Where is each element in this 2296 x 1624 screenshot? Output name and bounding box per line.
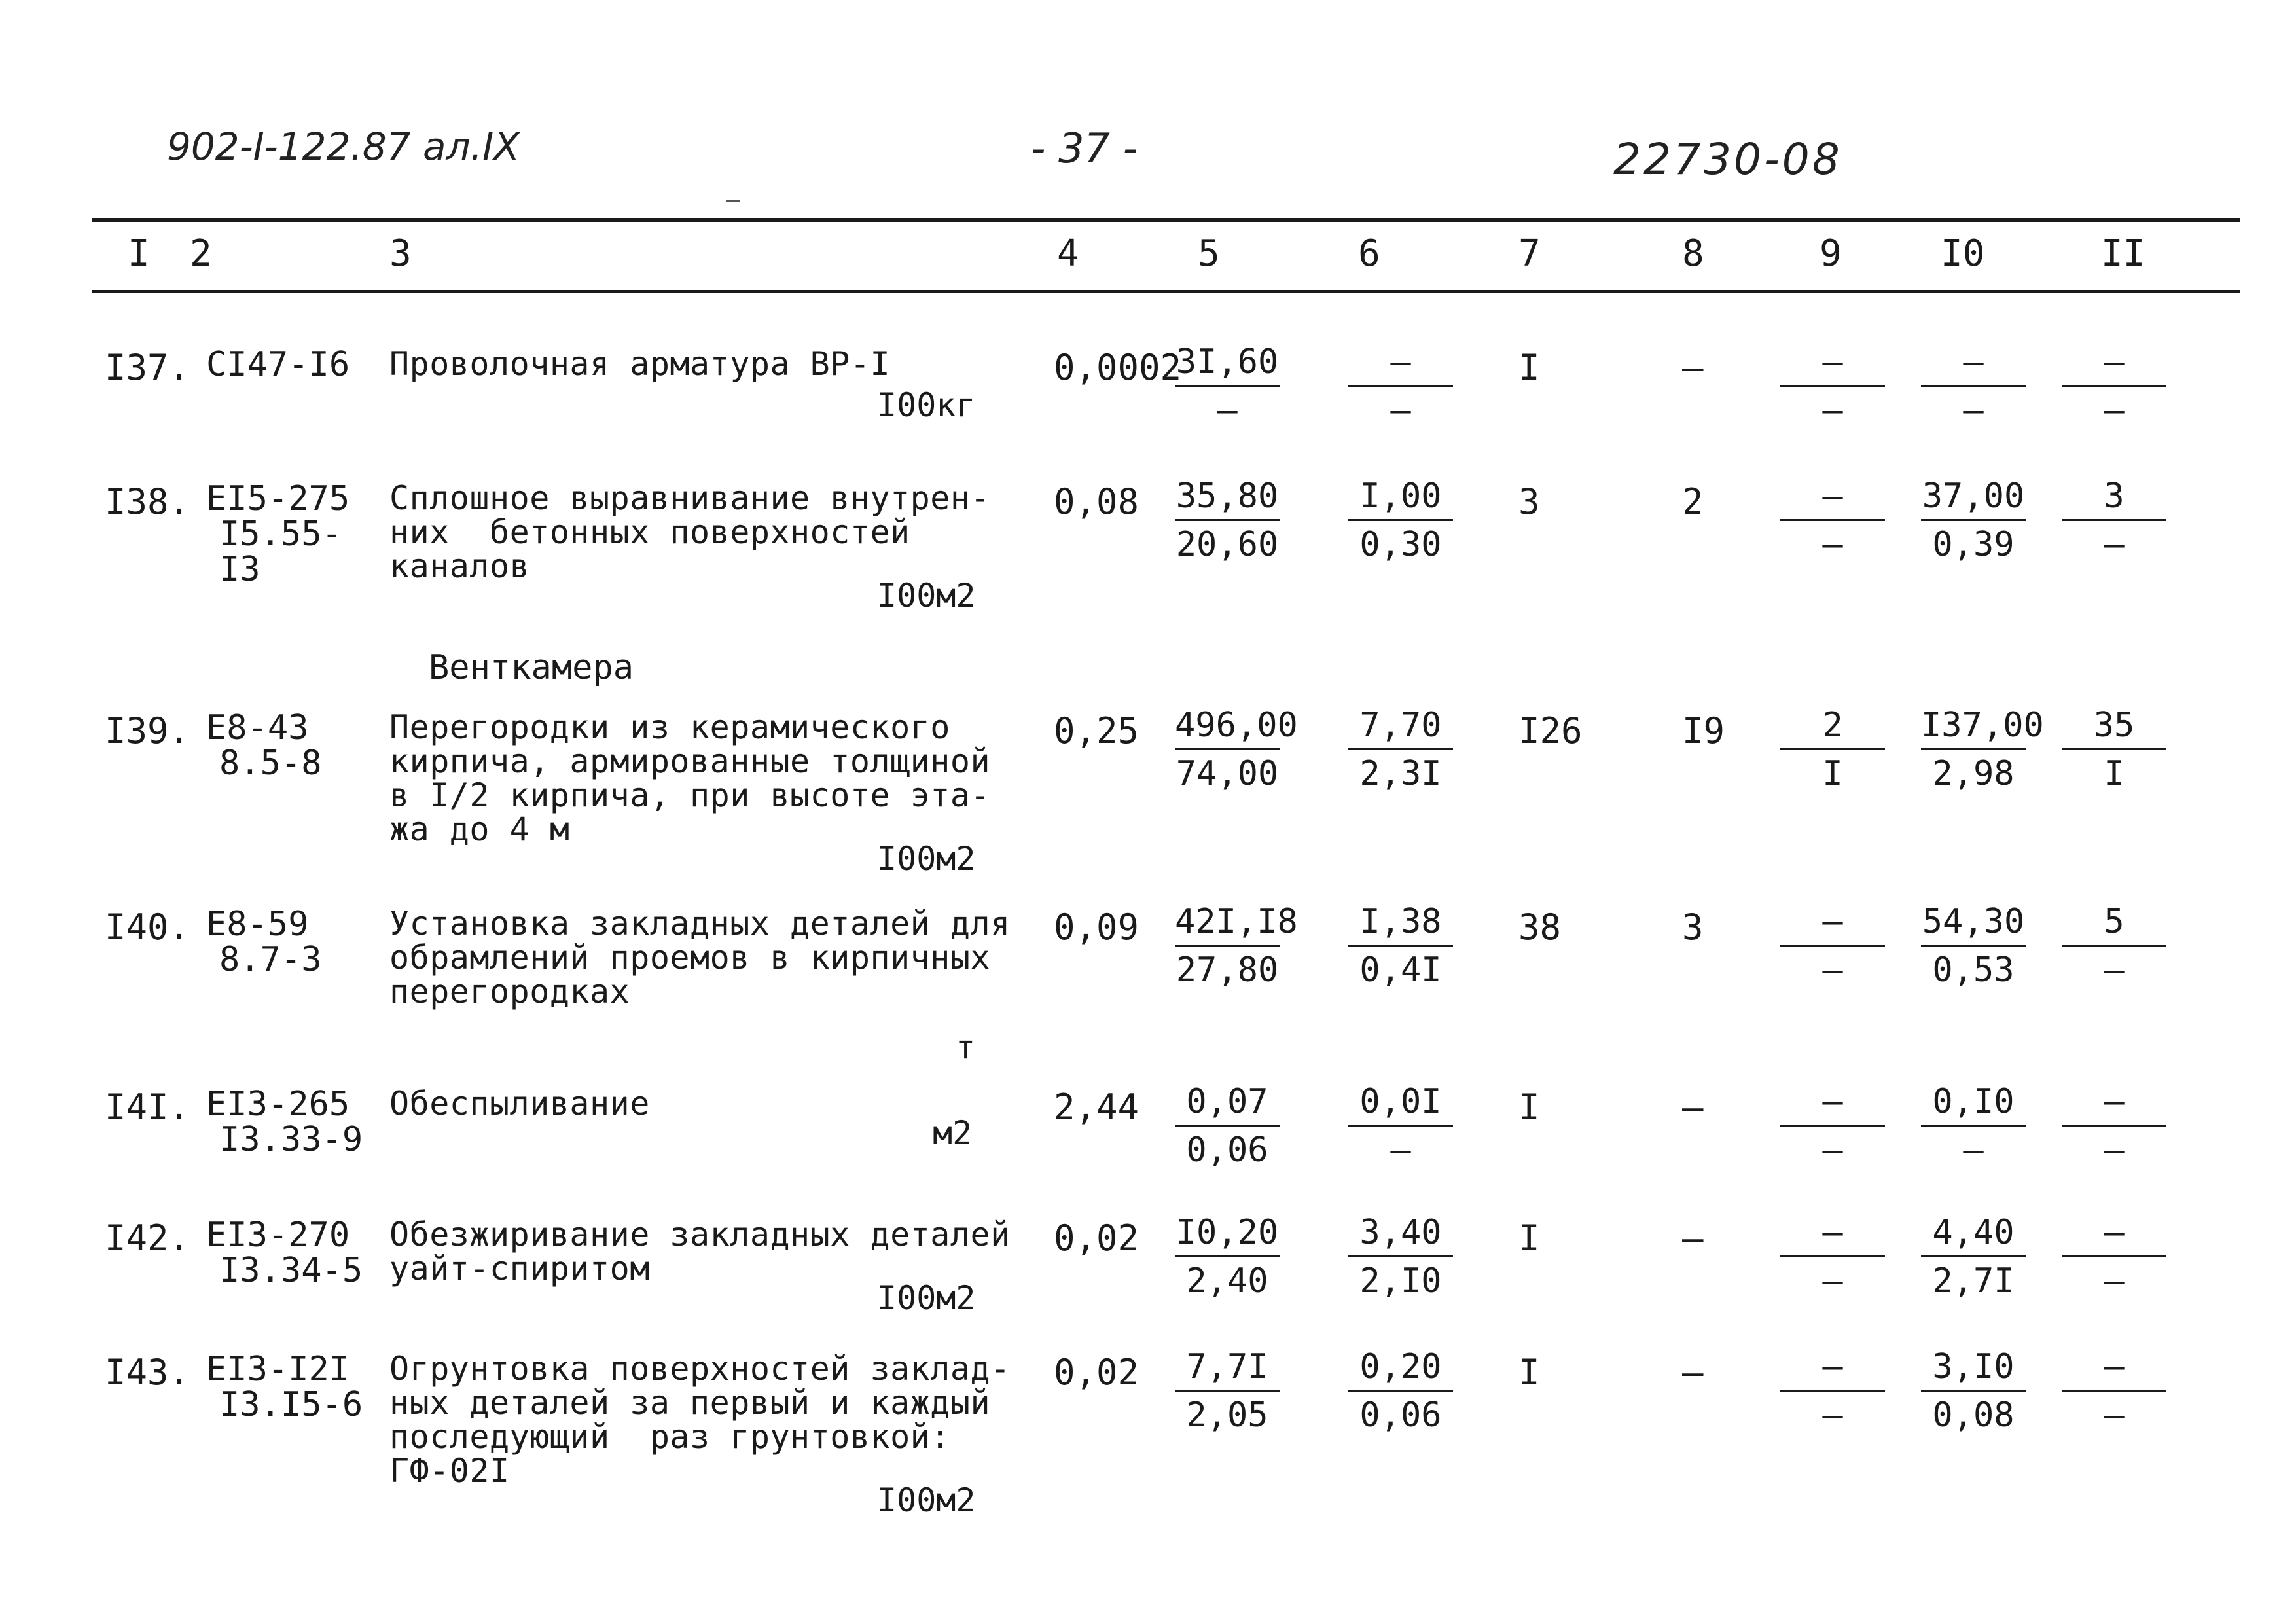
norm-code: I3.34-5 xyxy=(219,1251,363,1290)
fraction-denominator: I xyxy=(1822,754,1843,793)
fraction-denominator: – xyxy=(1217,391,1238,430)
fraction-c11 xyxy=(2062,1212,2166,1301)
col-header-5: 5 xyxy=(1198,232,1220,275)
fraction-denominator: – xyxy=(1390,391,1411,430)
col-header-2: 2 xyxy=(190,232,212,275)
fraction-numerator: – xyxy=(1780,901,1885,947)
fraction-denominator: 2,05 xyxy=(1186,1396,1268,1435)
fraction-c9 xyxy=(1780,342,1885,430)
work-description: обрамлений проемов в кирпичных xyxy=(389,939,991,977)
fraction-denominator: – xyxy=(1822,1130,1843,1170)
header-dash xyxy=(726,200,740,202)
work-description: Огрунтовка поверхностей заклад- xyxy=(389,1350,1011,1388)
norm-code: I3.I5-6 xyxy=(219,1385,363,1424)
fraction-numerator: 3,40 xyxy=(1348,1212,1453,1257)
quantity: 0,25 xyxy=(1054,710,1139,751)
fraction-numerator: – xyxy=(2062,1212,2166,1257)
fraction-denominator: – xyxy=(1963,391,1984,430)
fraction-numerator: 7,7I xyxy=(1175,1346,1280,1392)
fraction-numerator: 3 xyxy=(2062,476,2166,521)
col-header-4: 4 xyxy=(1057,232,1079,275)
unit-of-measure: I00м2 xyxy=(877,1279,976,1317)
fraction-numerator: – xyxy=(1921,342,2026,387)
fraction-c5 xyxy=(1175,901,1298,990)
fraction-denominator: 20,60 xyxy=(1175,525,1279,564)
norm-code: E8-59 xyxy=(206,905,309,944)
row-number: I37. xyxy=(105,347,190,388)
col8-value: 2 xyxy=(1682,481,1704,522)
col8-value: I9 xyxy=(1682,710,1725,751)
fraction-numerator: 42I,I8 xyxy=(1175,901,1280,947)
col8-value: – xyxy=(1682,1218,1704,1259)
quantity: 0,02 xyxy=(1054,1352,1139,1393)
work-description: в I/2 кирпича, при высоте эта- xyxy=(389,776,991,814)
work-description: уайт-спиритом xyxy=(389,1250,650,1288)
fraction-numerator: – xyxy=(1348,342,1453,387)
fraction-numerator: I37,00 xyxy=(1921,705,2026,750)
fraction-denominator: – xyxy=(2104,950,2125,990)
col7-value: I xyxy=(1518,347,1540,388)
fraction-denominator: 2,7I xyxy=(1932,1261,2015,1301)
fraction-c10 xyxy=(1921,1346,2026,1435)
norm-code: CI47-I6 xyxy=(206,345,350,384)
unit-of-measure: т xyxy=(956,1028,976,1066)
work-description: Обезжиривание закладных деталей xyxy=(389,1216,1011,1254)
fraction-denominator: 2,40 xyxy=(1186,1261,1268,1301)
fraction-numerator: 5 xyxy=(2062,901,2166,947)
fraction-c6 xyxy=(1348,476,1453,562)
work-description: последующий раз грунтовкой: xyxy=(389,1418,950,1456)
fraction-numerator: 54,30 xyxy=(1921,901,2026,947)
col8-value: – xyxy=(1682,347,1704,388)
fraction-c9 xyxy=(1780,901,1885,990)
fraction-denominator: 0,4I xyxy=(1359,950,1442,990)
fraction-c11 xyxy=(2062,342,2166,430)
fraction-numerator: 4,40 xyxy=(1921,1212,2026,1257)
col7-value: I xyxy=(1518,1087,1540,1128)
unit-of-measure: I00м2 xyxy=(877,840,976,878)
col-header-11: II xyxy=(2101,232,2145,275)
fraction-numerator: 0,0I xyxy=(1348,1081,1453,1127)
fraction-denominator: – xyxy=(2104,1130,2125,1170)
fraction-c10 xyxy=(1921,476,2026,562)
page-number: - 37 - xyxy=(1031,124,1138,172)
fraction-denominator: 27,80 xyxy=(1175,950,1279,990)
fraction-denominator: – xyxy=(1822,525,1843,564)
fraction-numerator: – xyxy=(1780,1081,1885,1127)
fraction-denominator: – xyxy=(1822,1396,1843,1435)
fraction-c6 xyxy=(1348,705,1453,791)
fraction-c11 xyxy=(2062,1346,2166,1435)
fraction-denominator: 0,06 xyxy=(1359,1396,1442,1435)
fraction-c11 xyxy=(2062,901,2166,990)
fraction-numerator: – xyxy=(2062,342,2166,387)
unit-of-measure: I00м2 xyxy=(877,1481,976,1519)
fraction-c10 xyxy=(1921,705,2044,793)
unit-of-measure: I00кг xyxy=(877,386,976,424)
fraction-denominator: – xyxy=(1822,391,1843,430)
col7-value: I xyxy=(1518,1352,1540,1393)
col7-value: I xyxy=(1518,1218,1540,1259)
fraction-denominator: 0,06 xyxy=(1186,1130,1268,1170)
fraction-c11 xyxy=(2062,705,2166,791)
fraction-numerator: 37,00 xyxy=(1921,476,2026,521)
fraction-denominator: 2,98 xyxy=(1932,754,2015,793)
row-number: I40. xyxy=(105,907,190,948)
fraction-numerator: 3,I0 xyxy=(1921,1346,2026,1392)
row-number: I42. xyxy=(105,1218,190,1259)
fraction-denominator: – xyxy=(2104,1396,2125,1435)
fraction-numerator: 35,80 xyxy=(1175,476,1280,521)
norm-code: I3.33-9 xyxy=(219,1120,363,1159)
fraction-c10 xyxy=(1921,1081,2026,1170)
work-description: Перегородки из керамического xyxy=(389,708,950,746)
fraction-numerator: 2 xyxy=(1780,705,1885,750)
fraction-denominator: 0,08 xyxy=(1932,1396,2015,1435)
registration-number: 22730-08 xyxy=(1613,134,1842,185)
fraction-numerator: – xyxy=(2062,1081,2166,1127)
fraction-denominator: 0,30 xyxy=(1359,525,1442,564)
row-number: I38. xyxy=(105,481,190,522)
fraction-numerator: 0,I0 xyxy=(1921,1081,2026,1127)
fraction-c5 xyxy=(1175,1081,1280,1170)
fraction-denominator: – xyxy=(2104,1261,2125,1301)
fraction-numerator: 0,20 xyxy=(1348,1346,1453,1392)
fraction-denominator: – xyxy=(2104,525,2125,564)
fraction-denominator: – xyxy=(1963,1130,1984,1170)
col8-value: – xyxy=(1682,1352,1704,1393)
norm-code: 8.5-8 xyxy=(219,744,322,783)
fraction-numerator: – xyxy=(1780,1212,1885,1257)
fraction-c5 xyxy=(1175,476,1280,562)
fraction-numerator: 0,07 xyxy=(1175,1081,1280,1127)
fraction-numerator: – xyxy=(1780,476,1885,521)
fraction-c6 xyxy=(1348,342,1453,430)
col-header-6: 6 xyxy=(1358,232,1380,275)
col8-value: 3 xyxy=(1682,907,1704,948)
header-rule xyxy=(92,290,2240,293)
fraction-denominator: – xyxy=(1822,950,1843,990)
col-header-3: 3 xyxy=(389,232,412,275)
fraction-numerator: I,00 xyxy=(1348,476,1453,521)
norm-code: EI3-265 xyxy=(206,1085,350,1124)
fraction-numerator: 496,00 xyxy=(1175,705,1280,750)
fraction-denominator: 74,00 xyxy=(1175,754,1279,793)
work-description: ных деталей за первый и каждый xyxy=(389,1384,991,1422)
quantity: 0,0002 xyxy=(1054,347,1182,388)
col8-value: – xyxy=(1682,1087,1704,1128)
fraction-numerator: – xyxy=(1780,342,1885,387)
fraction-c5 xyxy=(1175,705,1298,793)
fraction-numerator: 7,70 xyxy=(1348,705,1453,750)
norm-code: 8.7-3 xyxy=(219,940,322,979)
row-number: I39. xyxy=(105,710,190,751)
norm-code: EI3-270 xyxy=(206,1216,350,1255)
work-description: перегородках xyxy=(389,973,630,1011)
col7-value: I26 xyxy=(1518,710,1583,751)
norm-code: EI5-275 xyxy=(206,479,350,518)
quantity: 0,08 xyxy=(1054,481,1139,522)
document-code: 902-I-122.87 ал.IX xyxy=(167,124,520,169)
fraction-c9 xyxy=(1780,1212,1885,1301)
quantity: 2,44 xyxy=(1054,1087,1139,1128)
fraction-denominator: 2,I0 xyxy=(1359,1261,1442,1301)
row-number: I4I. xyxy=(105,1087,190,1128)
fraction-c6 xyxy=(1348,901,1453,990)
col7-value: 38 xyxy=(1518,907,1562,948)
work-description: каналов xyxy=(389,547,530,585)
fraction-numerator: I,38 xyxy=(1348,901,1453,947)
fraction-c10 xyxy=(1921,1212,2026,1301)
work-description: ГФ-02I xyxy=(389,1452,510,1490)
col-header-1: I xyxy=(128,232,150,275)
top-rule xyxy=(92,218,2240,222)
work-description: жа до 4 м xyxy=(389,810,570,848)
fraction-c6 xyxy=(1348,1212,1453,1301)
fraction-c5 xyxy=(1175,1346,1280,1435)
fraction-c10 xyxy=(1921,342,2026,430)
unit-of-measure: м2 xyxy=(933,1114,973,1152)
fraction-numerator: 3I,60 xyxy=(1175,342,1280,387)
fraction-denominator: – xyxy=(2104,391,2125,430)
work-description: Установка закладных деталей для xyxy=(389,905,1011,943)
fraction-numerator: 35 xyxy=(2062,705,2166,750)
norm-code: EI3-I2I xyxy=(206,1350,350,1389)
fraction-denominator: 0,53 xyxy=(1932,950,2015,990)
norm-code: E8-43 xyxy=(206,708,309,748)
fraction-c6 xyxy=(1348,1346,1453,1435)
work-description: них бетонных поверхностей xyxy=(389,513,910,551)
col-header-9: 9 xyxy=(1820,232,1842,275)
unit-of-measure: I00м2 xyxy=(877,577,976,615)
fraction-c10 xyxy=(1921,901,2026,990)
fraction-denominator: 0,39 xyxy=(1932,525,2015,564)
fraction-numerator: – xyxy=(2062,1346,2166,1392)
col-header-8: 8 xyxy=(1682,232,1704,275)
fraction-c9 xyxy=(1780,476,1885,562)
fraction-c9 xyxy=(1780,1346,1885,1435)
fraction-denominator: I xyxy=(2104,754,2125,793)
work-description: кирпича, армированные толщиной xyxy=(389,742,991,780)
col-header-10: I0 xyxy=(1941,232,1985,275)
work-description: Проволочная арматура ВР-I xyxy=(389,345,891,383)
fraction-c11 xyxy=(2062,1081,2166,1170)
quantity: 0,09 xyxy=(1054,907,1139,948)
fraction-c9 xyxy=(1780,1081,1885,1170)
norm-code: I5.55- xyxy=(219,514,342,554)
col-header-7: 7 xyxy=(1518,232,1541,275)
row-number: I43. xyxy=(105,1352,190,1393)
fraction-denominator: – xyxy=(1390,1130,1411,1170)
norm-code: I3 xyxy=(219,550,260,589)
work-description: Сплошное выравнивание внутрен- xyxy=(389,479,991,517)
fraction-c11 xyxy=(2062,476,2166,562)
section-title: Венткамера xyxy=(429,648,634,687)
fraction-numerator: – xyxy=(1780,1346,1885,1392)
work-description: Обеспыливание xyxy=(389,1085,650,1123)
fraction-c5 xyxy=(1175,342,1280,430)
fraction-c9 xyxy=(1780,705,1885,791)
quantity: 0,02 xyxy=(1054,1218,1139,1259)
fraction-denominator: 2,3I xyxy=(1359,754,1442,793)
fraction-numerator: I0,20 xyxy=(1175,1212,1280,1257)
fraction-denominator: – xyxy=(1822,1261,1843,1301)
col7-value: 3 xyxy=(1518,481,1540,522)
fraction-c5 xyxy=(1175,1212,1280,1301)
fraction-c6 xyxy=(1348,1081,1453,1170)
